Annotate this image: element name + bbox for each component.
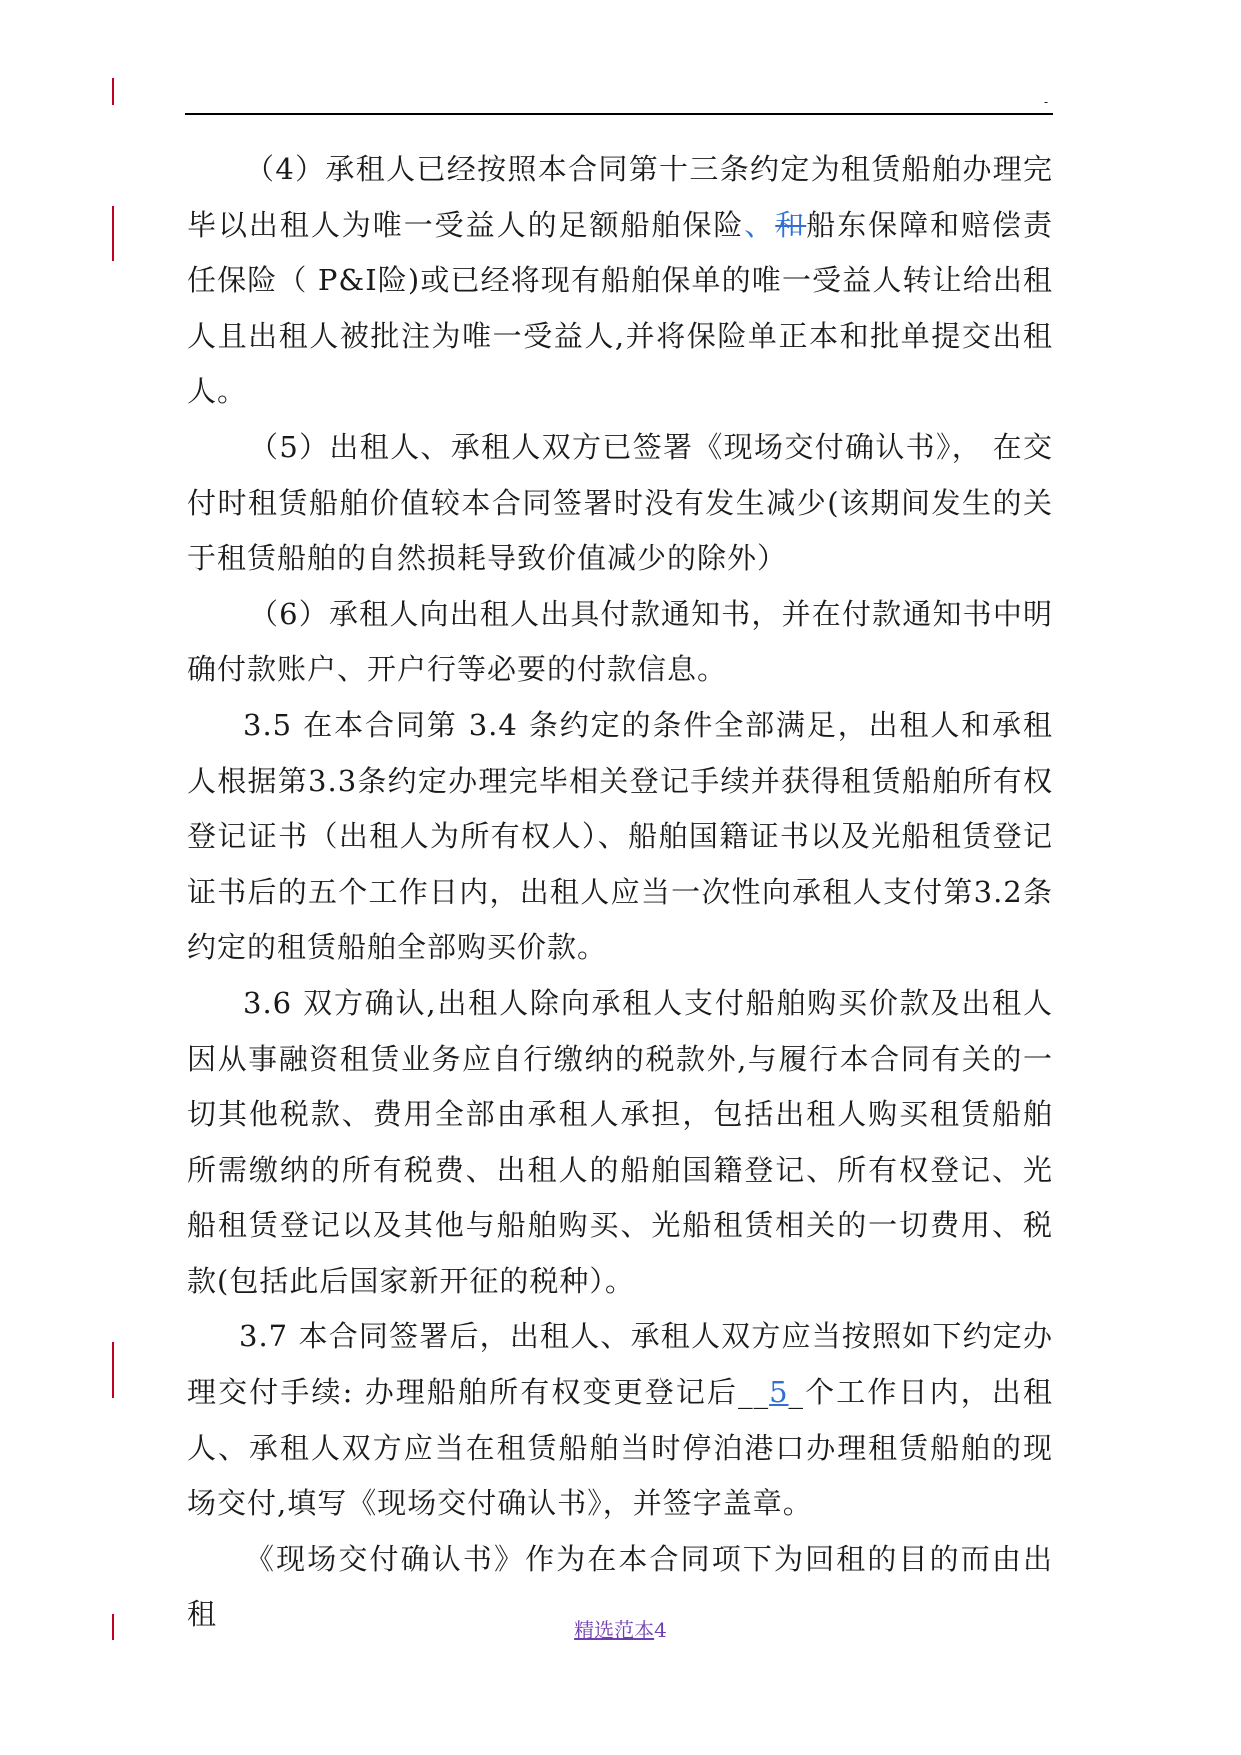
article-3-6-paragraph: 3.6 双方确认,出租人除向承租人支付船舶购买价款及出租人因从事融资租赁业务应自行缴纳的税款外,与履行本合同有关的一切其他税款、费用全部由承租人承担，包括出租人购买租赁船舶所需缴纳的所有税费、出租人的船舶国籍登记、所有权登记、光船租赁登记以及其他与船舶购买、光船租赁相关的一切费用、税款(包括此后国家新开征的税种）。: [187, 985, 1053, 1298]
clause-4-lead: （4）承租人已经按照本合同第十三条约定为租赁船舶办理完毕以出租人为唯一受益人的足额船舶保险: [187, 152, 1053, 242]
header-rule: [185, 113, 1053, 115]
clause-4-paragraph: [187, 142, 1053, 420]
last-paragraph: 《现场交付确认书》作为在本合同项下为回租的目的而由出租: [187, 1541, 1053, 1632]
header-mark: -: [1044, 95, 1049, 109]
days-value: 5: [769, 1375, 789, 1410]
clause-4-tail: 船东保障和赔偿责任保险（ P&I险)或已经将现有船舶保单的唯一受益人转让给出租人且出租人被批注为唯一受益人,并将保险单正本和批单提交出租人。: [187, 207, 1053, 409]
article-3-7-paragraph: [187, 1309, 1053, 1531]
revision-change-bar: [112, 206, 114, 261]
page-footer: [0, 1618, 1241, 1642]
page-number: 4: [654, 1618, 667, 1642]
blank-underscore: __: [738, 1375, 770, 1410]
revision-insertion: 、: [744, 207, 776, 242]
revision-change-bar: [112, 78, 114, 105]
contract-body: [187, 142, 1053, 1643]
blank-underscore: _: [788, 1375, 805, 1410]
article-3-7-lead: 3.7 本合同签署后，出租人、承租人双方应当按照如下约定办理交付手续: 办理船舶所有权变更登记后: [187, 1319, 1053, 1410]
revision-change-bar: [112, 1342, 114, 1398]
article-3-5-paragraph: 3.5 在本合同第 3.4 条约定的条件全部满足，出租人和承租人根据第3.3条约定办理完毕相关登记手续并获得租赁船舶所有权登记证书（出租人为所有权人）、船舶国籍证书以及光船租赁登记证书后的五个工作日内，出租人应当一次性向承租人支付第3.2条约定的租赁船舶全部购买价款。: [187, 707, 1053, 965]
clause-5-paragraph: （5）出租人、承租人双方已签署《现场交付确认书》， 在交付时租赁船舶价值较本合同签署时没有发生减少(该期间发生的关于租赁船舶的自然损耗导致价值减少的除外）: [187, 429, 1053, 576]
clause-6-paragraph: （6）承租人向出租人出具付款通知书，并在付款通知书中明确付款账户、开户行等必要的付款信息。: [187, 596, 1053, 687]
footer-link[interactable]: 精选范本: [574, 1618, 655, 1642]
revision-deletion: 和: [775, 207, 807, 242]
article-3-7-tail: 个工作日内，出租人、承租人双方应当在租赁船舶当时停泊港口办理租赁船舶的现场交付,填写《现场交付确认书》，并签字盖章。: [187, 1375, 1053, 1521]
